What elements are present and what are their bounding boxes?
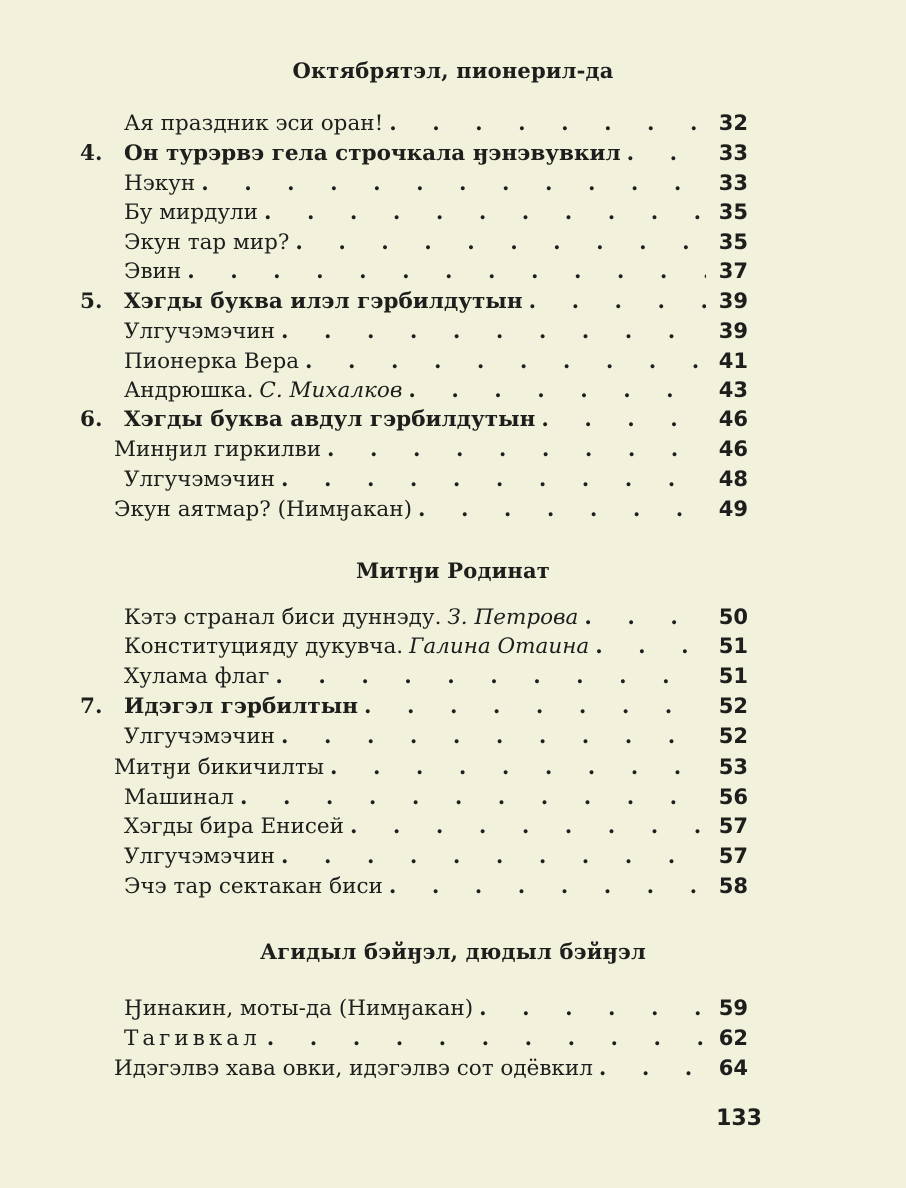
- toc-entry-title: Экун аятмар? (Нимӈакан): [114, 497, 412, 522]
- toc-entry-title: Бу мирдули: [124, 200, 258, 225]
- toc-entry-title: Улгучэмэчин: [124, 467, 276, 492]
- toc-entry: [80, 993, 748, 1023]
- toc-entry-title: Улгучэмэчин: [124, 319, 276, 344]
- leader-dots: [281, 317, 706, 347]
- toc-entry: [80, 375, 748, 405]
- toc-entry: [80, 1053, 748, 1083]
- toc-entry: [80, 197, 748, 227]
- leader-dots: [364, 692, 706, 722]
- leader-dots: [275, 662, 706, 692]
- toc-entry-title: Хэгды бира Енисей: [124, 814, 344, 839]
- leader-dots: [541, 405, 706, 435]
- toc-entry-author: З. Петрова: [447, 605, 579, 630]
- leader-dots: [599, 1054, 706, 1084]
- toc-entry-title: Хэгды буква илэл гэрбилдутын: [124, 289, 523, 314]
- toc-entry: [80, 316, 748, 346]
- toc-entry: [80, 721, 748, 751]
- toc-entry-title: Хэгды буква авдул гэрбилдутын: [124, 407, 536, 432]
- toc-entry-title: Андрюшка.: [124, 378, 254, 403]
- toc-entry-page: 39: [718, 319, 748, 343]
- leader-dots: [264, 198, 706, 228]
- toc-entry-page: 52: [718, 694, 748, 718]
- toc-entry: [80, 494, 748, 524]
- leader-dots: [389, 872, 706, 902]
- toc-entry-page: 62: [718, 1026, 748, 1050]
- toc-entry: [80, 256, 748, 286]
- toc-entry-page: 33: [718, 141, 748, 165]
- toc-entry-page: 35: [718, 200, 748, 224]
- toc-entry-title: Ая праздник эси оран!: [124, 111, 384, 136]
- toc-entry-author: С. Михалков: [259, 378, 403, 403]
- toc-entry-title: Тагивкал: [124, 1026, 261, 1051]
- section-title-octobrists: Октябрятэл, пионерил-да: [292, 58, 614, 83]
- toc-entry-title: Улгучэмэчин: [124, 724, 276, 749]
- leader-dots: [479, 994, 706, 1024]
- toc-entry-title: Идэгэл гэрбилтын: [124, 694, 359, 719]
- toc-entry-title: Кэтэ странал биси дуннэду.: [124, 605, 442, 630]
- toc-entry-page: 51: [718, 634, 748, 658]
- toc-entry: [80, 434, 748, 464]
- toc-entry-page: 59: [718, 996, 748, 1020]
- toc-entry: [80, 138, 748, 168]
- leader-dots: [389, 109, 706, 139]
- toc-entry-page: 48: [718, 467, 748, 491]
- leader-dots: [267, 1024, 706, 1054]
- section-title-grandfathers: Агидыл бэйӈэл, дюдыл бэйӈэл: [259, 939, 647, 964]
- toc-entry-number: 4.: [80, 141, 103, 166]
- toc-entry-title: Идэгэлвэ хава овки, идэгэлвэ сот одёвкил: [114, 1056, 593, 1081]
- toc-entry-page: 37: [718, 259, 748, 283]
- toc-entry: [80, 782, 748, 812]
- toc-entry-title: Улгучэмэчин: [124, 844, 276, 869]
- leader-dots: [240, 783, 706, 813]
- toc-entry-title: Митӈи бикичилты: [114, 755, 324, 780]
- toc-entry-title: Экун тар мир?: [124, 230, 290, 255]
- leader-dots: [418, 495, 706, 525]
- toc-entry: [80, 286, 748, 316]
- leader-dots: [201, 169, 706, 199]
- toc-entry-page: 46: [718, 437, 748, 461]
- toc-entry-page: 39: [718, 289, 748, 313]
- leader-dots: [295, 228, 706, 258]
- leader-dots: [187, 257, 706, 287]
- toc-entry-title: Ӈинакин, моты-да (Нимӈакан): [124, 996, 474, 1021]
- toc-entry: [80, 841, 748, 871]
- toc-entry-page: 58: [718, 874, 748, 898]
- leader-dots: [595, 632, 706, 662]
- toc-entry-title: Нэкун: [124, 171, 196, 196]
- toc-entry-page: 43: [718, 378, 748, 402]
- toc-entry-title: Эвин: [124, 259, 182, 284]
- toc-entry: [80, 108, 748, 138]
- toc-entry-author: Галина Отаина: [409, 634, 590, 659]
- toc-entry: [80, 464, 748, 494]
- leader-dots: [627, 139, 706, 169]
- page-number: 133: [716, 1106, 762, 1131]
- leader-dots: [408, 376, 706, 406]
- toc-entry-number: 5.: [80, 289, 103, 314]
- leader-dots: [305, 347, 706, 377]
- leader-dots: [281, 722, 706, 752]
- toc-entry-title: Конституцияду дукувча.: [124, 634, 404, 659]
- leader-dots: [281, 465, 706, 495]
- toc-entry-page: 57: [718, 844, 748, 868]
- toc-entry-page: 49: [718, 497, 748, 521]
- toc-entry-title: Эчэ тар сектакан биси: [124, 874, 383, 899]
- toc-entry-page: 57: [718, 814, 748, 838]
- toc-entry-title: Машинал: [124, 785, 234, 810]
- leader-dots: [330, 753, 706, 783]
- toc-entry-title: Хулама флаг: [124, 664, 270, 689]
- toc-entry-page: 35: [718, 230, 748, 254]
- toc-entry-page: 41: [718, 349, 748, 373]
- toc-entry: [80, 871, 748, 901]
- toc-entry-page: 56: [718, 785, 748, 809]
- toc-entry-page: 33: [718, 171, 748, 195]
- leader-dots: [327, 435, 706, 465]
- toc-entry-page: 51: [718, 664, 748, 688]
- leader-dots: [529, 287, 706, 317]
- leader-dots: [350, 812, 706, 842]
- toc-entry-title: Минӈил гиркилви: [114, 437, 322, 462]
- toc-entry: [80, 631, 748, 661]
- toc-entry-page: 46: [718, 407, 748, 431]
- leader-dots: [281, 842, 706, 872]
- toc-entry-page: 52: [718, 724, 748, 748]
- toc-entry: [80, 227, 748, 257]
- toc-entry: [80, 691, 748, 721]
- toc-entry-page: 50: [718, 605, 748, 629]
- toc-entry: [80, 602, 748, 632]
- toc-entry-page: 64: [718, 1056, 748, 1080]
- toc-entry-title: Он турэрвэ гела строчкала ӈэнэвувкил: [124, 141, 621, 166]
- toc-entry: [80, 346, 748, 376]
- toc-entry-title: Пионерка Вера: [124, 349, 300, 374]
- leader-dots: [584, 603, 706, 633]
- toc-entry: [80, 1023, 748, 1053]
- toc-entry-number: 7.: [80, 694, 103, 719]
- toc-entry: [80, 752, 748, 782]
- toc-entry: [80, 404, 748, 434]
- toc-entry-number: 6.: [80, 407, 103, 432]
- toc-entry: [80, 811, 748, 841]
- toc-entry-page: 32: [718, 111, 748, 135]
- toc-entry: [80, 168, 748, 198]
- section-title-our-motherland: Митӈи Родинат: [355, 558, 551, 583]
- toc-entry-page: 53: [718, 755, 748, 779]
- toc-entry: [80, 661, 748, 691]
